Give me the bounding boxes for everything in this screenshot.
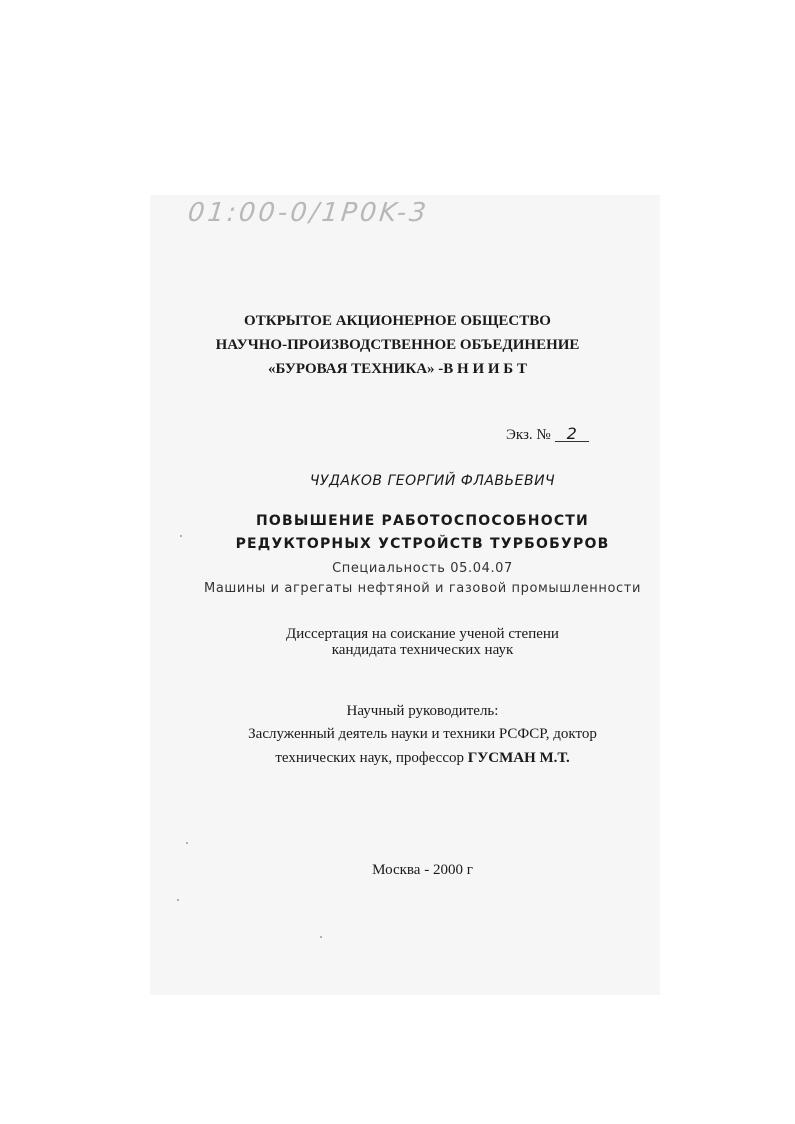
organization-line-3: «БУРОВАЯ ТЕХНИКА» -В Н И И Б Т xyxy=(268,361,527,377)
supervisor-name: ГУСМАН М.Т. xyxy=(467,750,570,766)
scan-speck xyxy=(180,535,182,537)
scan-speck xyxy=(320,936,322,938)
place-and-year: Москва - 2000 г xyxy=(372,862,473,878)
organization-line-2: НАУЧНО-ПРОИЗВОДСТВЕННОЕ ОБЪЕДИНЕНИЕ xyxy=(215,337,580,353)
archive-stamp: 01:00-0/1P0K-3 xyxy=(186,198,431,228)
supervisor-line-1: Заслуженный деятель науки и техники РСФСР, доктор xyxy=(248,726,597,742)
title-line-1: ПОВЫШЕНИЕ РАБОТОСПОСОБНОСТИ xyxy=(256,513,589,529)
author-name: ЧУДАКОВ ГЕОРГИЙ ФЛАВЬЕВИЧ xyxy=(309,473,556,489)
dissertation-line-2: кандидата технических наук xyxy=(331,642,514,658)
copy-number xyxy=(506,426,589,444)
copy-number-value: 2 xyxy=(555,426,589,442)
supervisor-title: технических наук, профессор xyxy=(275,750,464,766)
title-line-2: РЕДУКТОРНЫХ УСТРОЙСТВ ТУРБОБУРОВ xyxy=(235,536,610,552)
supervisor-heading: Научный руководитель: xyxy=(346,703,499,719)
copy-label: Экз. № xyxy=(506,427,551,443)
specialty-code: Специальность 05.04.07 xyxy=(332,561,513,576)
scan-speck xyxy=(177,899,179,901)
organization-line-1: ОТКРЫТОЕ АКЦИОНЕРНОЕ ОБЩЕСТВО xyxy=(244,313,551,329)
scan-speck xyxy=(186,842,188,844)
supervisor-line-2 xyxy=(0,750,795,767)
dissertation-line-1: Диссертация на соискание ученой степени xyxy=(286,626,559,642)
specialty-name: Машины и агрегаты нефтяной и газовой промышленности xyxy=(204,581,641,596)
